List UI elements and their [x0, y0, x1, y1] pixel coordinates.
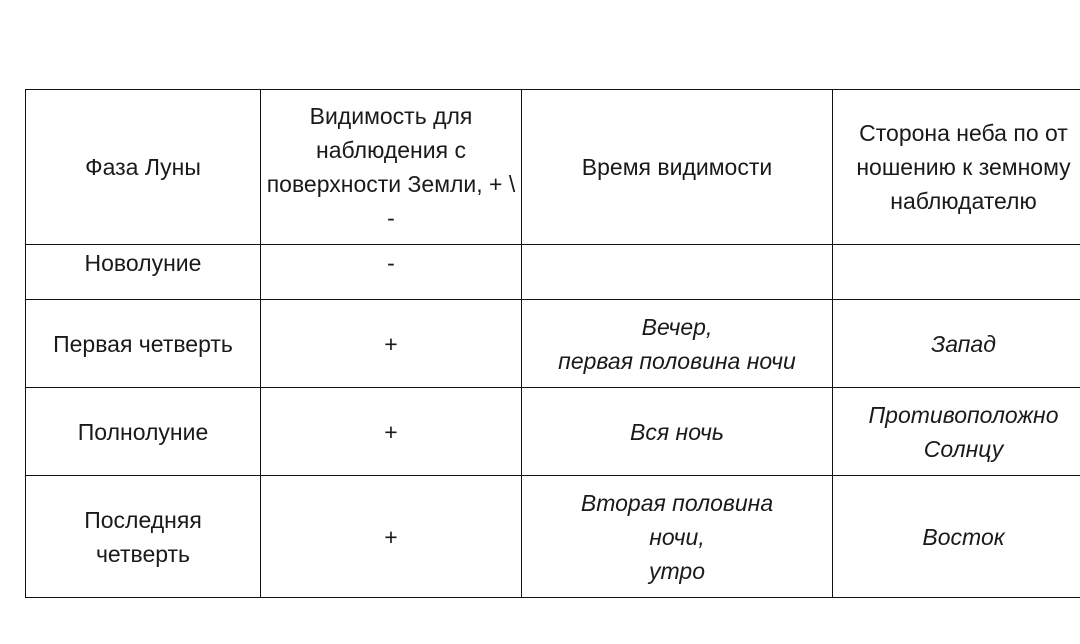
header-sky-side: Сторона неба по от ношению к земному наблюдателю [833, 90, 1080, 245]
cell-visibility: + [261, 476, 522, 598]
cell-time: Вся ночь [522, 388, 833, 476]
table-header-row [26, 90, 1080, 245]
cell-time: Вторая половина ночи, утро [522, 476, 833, 598]
cell-phase: Новолуние [26, 245, 261, 300]
table-row [26, 388, 1080, 476]
header-visibility: Видимость для наблюдения с поверхности Земли, + \ - [261, 90, 522, 245]
table-row [26, 476, 1080, 598]
cell-visibility: + [261, 388, 522, 476]
cell-phase: Последняя четверть [26, 476, 261, 598]
table-row [26, 300, 1080, 388]
cell-side: Восток [833, 476, 1080, 598]
moon-phases-table [25, 89, 1080, 598]
header-visibility-time: Время видимости [522, 90, 833, 245]
header-phase: Фаза Луны [26, 90, 261, 245]
cell-visibility: + [261, 300, 522, 388]
cell-side [833, 245, 1080, 300]
cell-side: Запад [833, 300, 1080, 388]
cell-time: Вечер, первая половина ночи [522, 300, 833, 388]
table-row [26, 245, 1080, 300]
cell-phase: Первая четверть [26, 300, 261, 388]
cell-visibility: - [261, 245, 522, 300]
cell-phase: Полнолуние [26, 388, 261, 476]
cell-time [522, 245, 833, 300]
document-page [25, 89, 1080, 598]
cell-side: Противоположно Солнцу [833, 388, 1080, 476]
